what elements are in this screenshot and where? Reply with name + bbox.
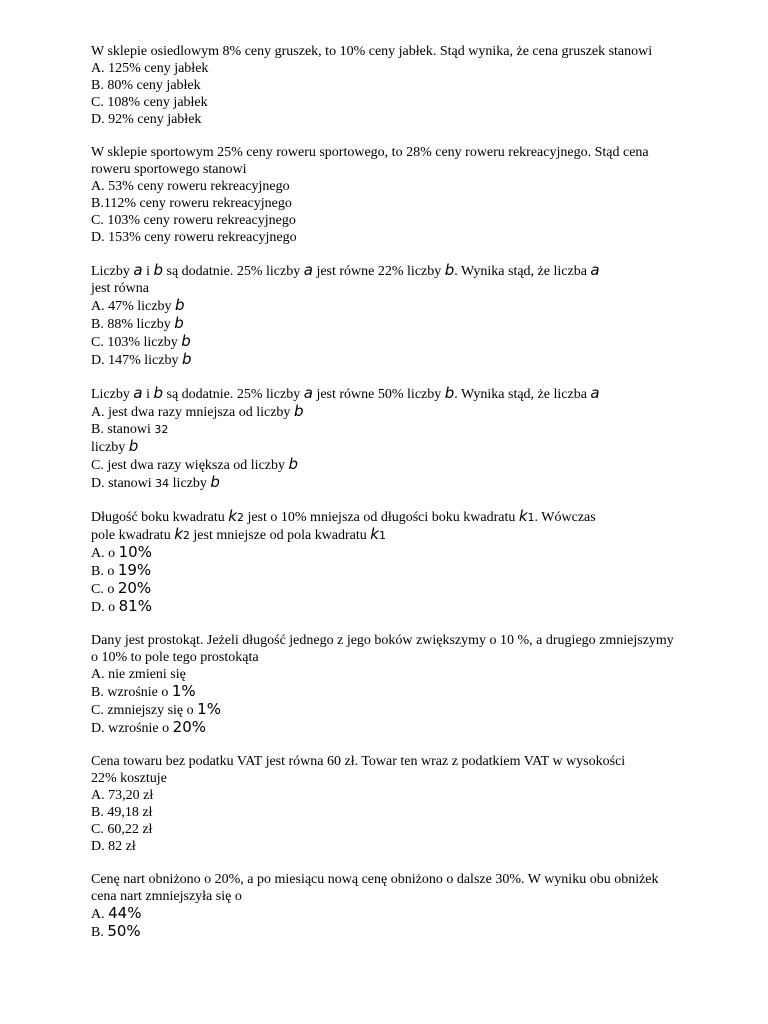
answer-option-d	[91, 598, 691, 616]
question-stem-cont: jest równa	[91, 281, 149, 296]
answer-option-b	[91, 923, 691, 941]
answer-option-b	[91, 562, 691, 580]
answer-option-c: C. 108% ceny jabłek	[91, 95, 208, 110]
option-text: D. 147% liczby	[91, 353, 182, 368]
option-text: B. 88% liczby	[91, 317, 175, 332]
question-stem: W sklepie sportowym 25% ceny roweru sportowego, to 28% ceny roweru rekreacyjnego. Stąd cena roweru sportowego stanowi	[91, 145, 649, 177]
stem-text: i	[142, 264, 154, 279]
variable: a	[133, 261, 143, 279]
variable: a	[303, 384, 313, 402]
question-4	[91, 385, 691, 492]
variable: a	[303, 261, 313, 279]
variable: b	[444, 384, 455, 402]
answer-option-b	[91, 683, 691, 701]
question-2	[91, 144, 691, 246]
answer-option-a	[91, 544, 691, 562]
option-text: A.	[91, 907, 109, 922]
option-text: B.	[91, 925, 108, 940]
answer-option-b-cont	[91, 438, 691, 456]
question-6	[91, 632, 691, 737]
variable: b	[174, 314, 184, 332]
stem-text: Liczby	[91, 387, 134, 402]
subscript: 2	[236, 511, 244, 524]
question-1	[91, 43, 691, 128]
option-text: B. o	[91, 564, 118, 579]
stem-text: są dodatnie. 25% liczby	[163, 387, 304, 402]
answer-option-d	[91, 719, 691, 737]
answer-option-b	[91, 421, 691, 438]
variable: b	[181, 350, 192, 368]
answer-option-c	[91, 333, 691, 351]
variable: a	[590, 261, 600, 279]
variable: k	[174, 525, 183, 543]
stem-text: jest o 10% mniejsza od długości boku kwadratu	[243, 510, 519, 525]
option-text: D. o	[91, 600, 119, 615]
variable: b	[288, 455, 299, 473]
stem-text: pole kwadratu	[91, 528, 175, 543]
option-value: 20%	[172, 718, 206, 736]
option-text: D. stanowi	[91, 476, 156, 491]
subscript: 1	[378, 529, 386, 542]
answer-option-d	[91, 474, 691, 492]
variable: b	[128, 437, 139, 455]
answer-option-b	[91, 315, 691, 333]
option-value: 81%	[118, 597, 152, 615]
option-text: C. o	[91, 582, 118, 597]
option-value: 1%	[197, 700, 221, 718]
variable: b	[153, 261, 163, 279]
variable: k	[228, 507, 237, 525]
answer-option-a	[91, 297, 691, 315]
subscript: 2	[182, 529, 190, 542]
question-8	[91, 871, 691, 941]
answer-option-d: D. 82 zł	[91, 839, 136, 854]
option-text: A. nie zmieni się	[91, 667, 186, 682]
option-value: 20%	[117, 579, 152, 597]
stem-text: są dodatnie. 25% liczby	[163, 264, 304, 279]
option-text: A. 47% liczby	[91, 299, 175, 314]
variable: a	[133, 384, 143, 402]
stem-text: . Wynika stąd, że liczba	[454, 387, 591, 402]
answer-option-d: D. 153% ceny roweru rekreacyjnego	[91, 230, 297, 245]
option-text: B. stanowi	[91, 422, 155, 437]
variable: b	[153, 384, 163, 402]
question-5	[91, 508, 691, 616]
option-value: 44%	[108, 904, 142, 922]
answer-option-c	[91, 580, 691, 598]
variable: b	[181, 332, 191, 350]
stem-text: jest równe 22% liczby	[312, 264, 445, 279]
question-stem	[91, 508, 691, 526]
variable: k	[370, 525, 379, 543]
answer-option-a	[91, 905, 691, 923]
question-7	[91, 753, 691, 855]
stem-text: jest mniejsze od pola kwadratu	[189, 528, 371, 543]
answer-option-d	[91, 351, 691, 369]
option-value: 50%	[107, 922, 141, 940]
question-3	[91, 262, 691, 369]
option-text: A. o	[91, 546, 119, 561]
answer-option-c	[91, 456, 691, 474]
answer-option-a	[91, 666, 691, 683]
option-text: C. 103% liczby	[91, 335, 182, 350]
question-stem: W sklepie osiedlowym 8% ceny gruszek, to 10% ceny jabłek. Stąd wynika, że cena gruszek stanowi	[91, 44, 653, 59]
fraction-value: 32	[154, 423, 169, 436]
answer-option-c: C. 103% ceny roweru rekreacyjnego	[91, 213, 296, 228]
question-stem: Cena towaru bez podatku VAT jest równa 60 zł. Towar ten wraz z podatkiem VAT w wysokości 22% kosztuje	[91, 754, 626, 786]
option-value: 19%	[117, 561, 152, 579]
variable: b	[444, 261, 455, 279]
stem-text: Długość boku kwadratu	[91, 510, 229, 525]
stem-text: . Wówczas	[534, 510, 596, 525]
option-text: liczby	[169, 476, 211, 491]
variable: k	[518, 507, 528, 525]
answer-option-b: B. 80% ceny jabłek	[91, 78, 201, 93]
document-page	[91, 43, 691, 957]
stem-text: jest równe 50% liczby	[312, 387, 445, 402]
answer-option-c: C. 60,22 zł	[91, 822, 153, 837]
answer-option-b: B.112% ceny roweru rekreacyjnego	[91, 196, 292, 211]
question-stem: Dany jest prostokąt. Jeżeli długość jednego z jego boków zwiększymy o 10 %, a drugiego zmniejszymy o 10% to pole tego prostokąta	[91, 633, 674, 665]
option-text: C. jest dwa razy większa od liczby	[91, 458, 289, 473]
option-text: D. wzrośnie o	[91, 721, 173, 736]
answer-option-a	[91, 403, 691, 421]
stem-text: . Wynika stąd, że liczba	[454, 264, 591, 279]
answer-option-a: A. 53% ceny roweru rekreacyjnego	[91, 179, 290, 194]
variable: b	[210, 473, 220, 491]
answer-option-b: B. 49,18 zł	[91, 805, 153, 820]
variable: b	[293, 402, 304, 420]
answer-option-c	[91, 701, 691, 719]
answer-option-d: D. 92% ceny jabłek	[91, 112, 202, 127]
option-text: liczby	[91, 440, 129, 455]
variable: b	[174, 296, 185, 314]
option-text: B. wzrośnie o	[91, 685, 172, 700]
subscript: 1	[527, 511, 535, 524]
option-value: 1%	[171, 682, 196, 700]
stem-text: Liczby	[91, 264, 134, 279]
fraction-value: 34	[155, 477, 170, 490]
stem-text: i	[142, 387, 154, 402]
answer-option-a: A. 125% ceny jabłek	[91, 61, 209, 76]
option-value: 10%	[118, 543, 152, 561]
question-stem: Cenę nart obniżono o 20%, a po miesiącu nową cenę obniżono o dalsze 30%. W wyniku obu obniżek cena nart zmniejszyła się o	[91, 872, 659, 904]
option-text: A. jest dwa razy mniejsza od liczby	[91, 405, 294, 420]
question-stem	[91, 385, 691, 403]
question-stem	[91, 262, 691, 280]
answer-option-a: A. 73,20 zł	[91, 788, 154, 803]
question-stem-cont	[91, 526, 691, 544]
option-text: C. zmniejszy się o	[91, 703, 198, 718]
variable: a	[590, 384, 600, 402]
